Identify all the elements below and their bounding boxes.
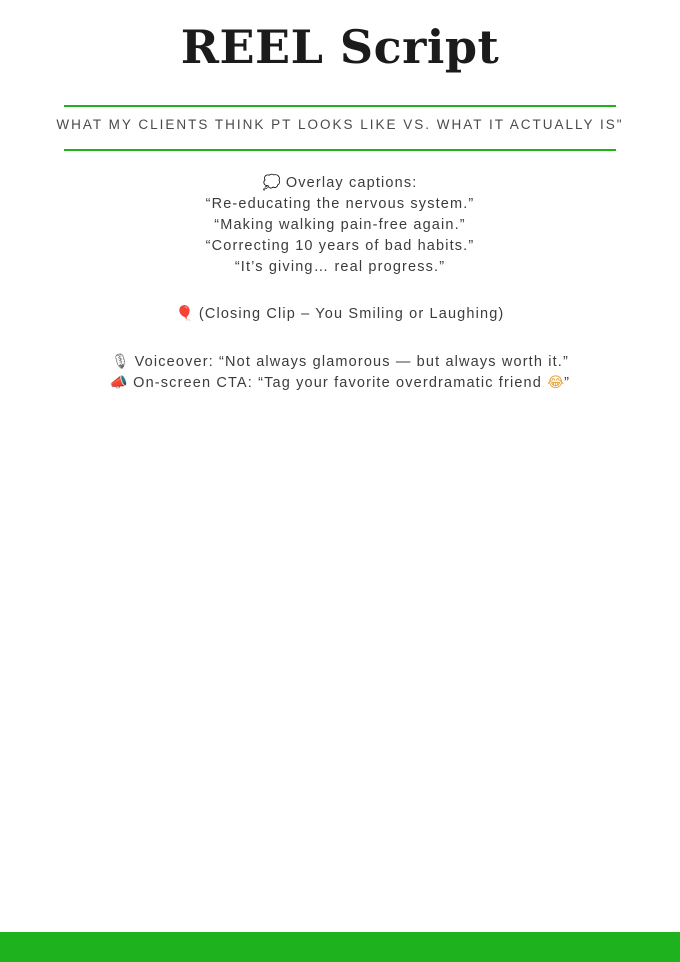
- overlay-caption-1: “Re-educating the nervous system.”: [205, 195, 475, 212]
- voiceover-label: Voiceover: “Not always glamorous — but always worth it.”: [134, 353, 569, 370]
- cta-label-end: ”: [564, 374, 571, 391]
- footer-spacer: [0, 920, 680, 932]
- script-body: [0, 173, 680, 394]
- closing-clip-line: [0, 304, 680, 325]
- closing-clip-label: (Closing Clip – You Smiling or Laughing): [198, 306, 505, 323]
- microphone-icon: 🎙: [111, 353, 130, 370]
- document-subtitle: WHAT MY CLIENTS THINK PT LOOKS LIKE VS. WHAT IT ACTUALLY IS": [56, 116, 624, 132]
- overlay-caption-3: “Correcting 10 years of bad habits.”: [205, 238, 475, 255]
- voiceover-cta-block: [0, 352, 680, 394]
- page-title: REEL Script: [180, 20, 500, 74]
- voiceover-line: [0, 352, 680, 373]
- cta-label: On-screen CTA: “Tag your favorite overdramatic friend: [133, 374, 548, 391]
- balloon-icon: 🎈: [175, 306, 194, 323]
- speech-balloon-icon: 💭: [262, 174, 281, 191]
- overlay-captions-heading-label: Overlay captions:: [285, 174, 418, 191]
- grinning-face-icon: 😂: [547, 374, 565, 391]
- cta-line: [0, 373, 680, 394]
- megaphone-icon: 📣: [109, 374, 128, 391]
- overlay-caption-2: “Making walking pain-free again.”: [214, 217, 466, 234]
- overlay-captions-heading: [0, 173, 680, 194]
- divider-bottom: [64, 149, 616, 151]
- footer-accent-bar: [0, 932, 680, 962]
- overlay-caption-4: “It’s giving… real progress.”: [234, 259, 446, 276]
